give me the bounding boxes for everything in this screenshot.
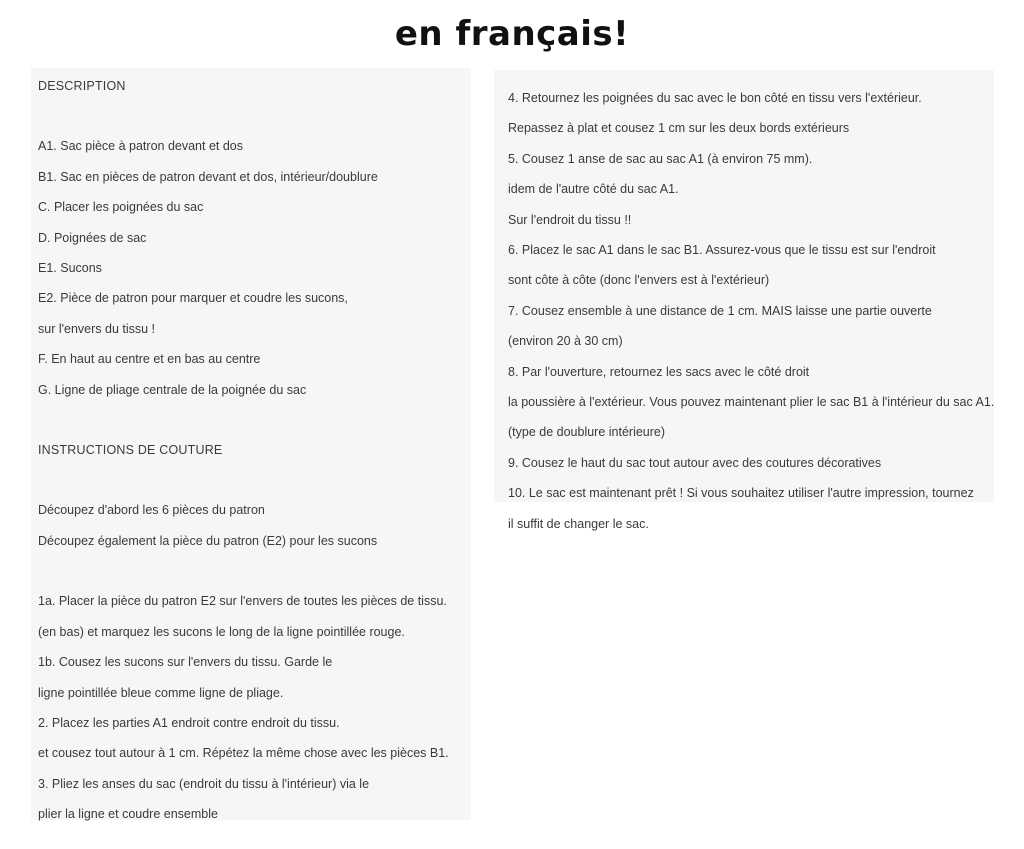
step-line: plier la ligne et coudre ensemble [38,807,218,822]
left-column [31,68,471,820]
sewing-instructions-heading: INSTRUCTIONS DE COUTURE [38,443,223,458]
step-line: Repassez à plat et cousez 1 cm sur les deux bords extérieurs [508,121,850,136]
step-line: 5. Cousez 1 anse de sac au sac A1 (à environ 75 mm). [508,151,813,166]
page-title: en français! [394,14,630,54]
step-line: Sur l'endroit du tissu !! [508,212,632,227]
description-item: sur l'envers du tissu ! [38,321,156,336]
step-line: 10. Le sac est maintenant prêt ! Si vous souhaitez utiliser l'autre impression, tournez [508,486,974,501]
step-line: 6. Placez le sac A1 dans le sac B1. Assurez-vous que le tissu est sur l'endroit [508,243,936,258]
right-column [494,70,995,531]
cutting-item: Découpez d'abord les 6 pièces du patron [38,503,265,518]
step-line: 2. Placez les parties A1 endroit contre endroit du tissu. [38,715,340,730]
step-line: et cousez tout autour à 1 cm. Répétez la même chose avec les pièces B1. [38,746,449,761]
step-line: sont côte à côte (donc l'envers est à l'extérieur) [508,273,770,288]
step-line: (en bas) et marquez les sucons le long de la ligne pointillée rouge. [38,624,405,639]
step-line: 8. Par l'ouverture, retournez les sacs avec le côté droit [508,364,810,379]
step-line: il suffit de changer le sac. [508,516,649,531]
step-line: 4. Retournez les poignées du sac avec le bon côté en tissu vers l'extérieur. [508,91,922,105]
description-item: B1. Sac en pièces de patron devant et dos, intérieur/doublure [38,169,378,184]
step-line: ligne pointillée bleue comme ligne de pliage. [38,685,284,700]
step-line: la poussière à l'extérieur. Vous pouvez maintenant plier le sac B1 à l'intérieur du sac A1. [508,395,995,410]
description-item: A1. Sac pièce à patron devant et dos [38,139,243,154]
step-line: 3. Pliez les anses du sac (endroit du tissu à l'intérieur) via le [38,776,370,791]
step-line: 9. Cousez le haut du sac tout autour avec des coutures décoratives [508,455,882,470]
step-line: idem de l'autre côté du sac A1. [508,182,679,197]
description-heading: DESCRIPTION [38,79,126,93]
description-item: D. Poignées de sac [38,230,147,245]
step-line: 1b. Cousez les sucons sur l'envers du tissu. Garde le [38,655,333,670]
step-line: (environ 20 à 30 cm) [508,334,623,349]
description-item: F. En haut au centre et en bas au centre [38,352,261,367]
description-item: E1. Sucons [38,261,102,276]
description-item: C. Placer les poignées du sac [38,200,204,215]
description-item: E2. Pièce de patron pour marquer et coudre les sucons, [38,291,348,306]
cutting-item: Découpez également la pièce du patron (E2) pour les sucons [38,533,378,548]
step-line: 1a. Placer la pièce du patron E2 sur l'envers de toutes les pièces de tissu. [38,594,447,609]
step-line: 7. Cousez ensemble à une distance de 1 cm. MAIS laisse une partie ouverte [508,303,932,318]
step-line: (type de doublure intérieure) [508,425,666,440]
description-item: G. Ligne de pliage centrale de la poignée du sac [38,382,307,397]
